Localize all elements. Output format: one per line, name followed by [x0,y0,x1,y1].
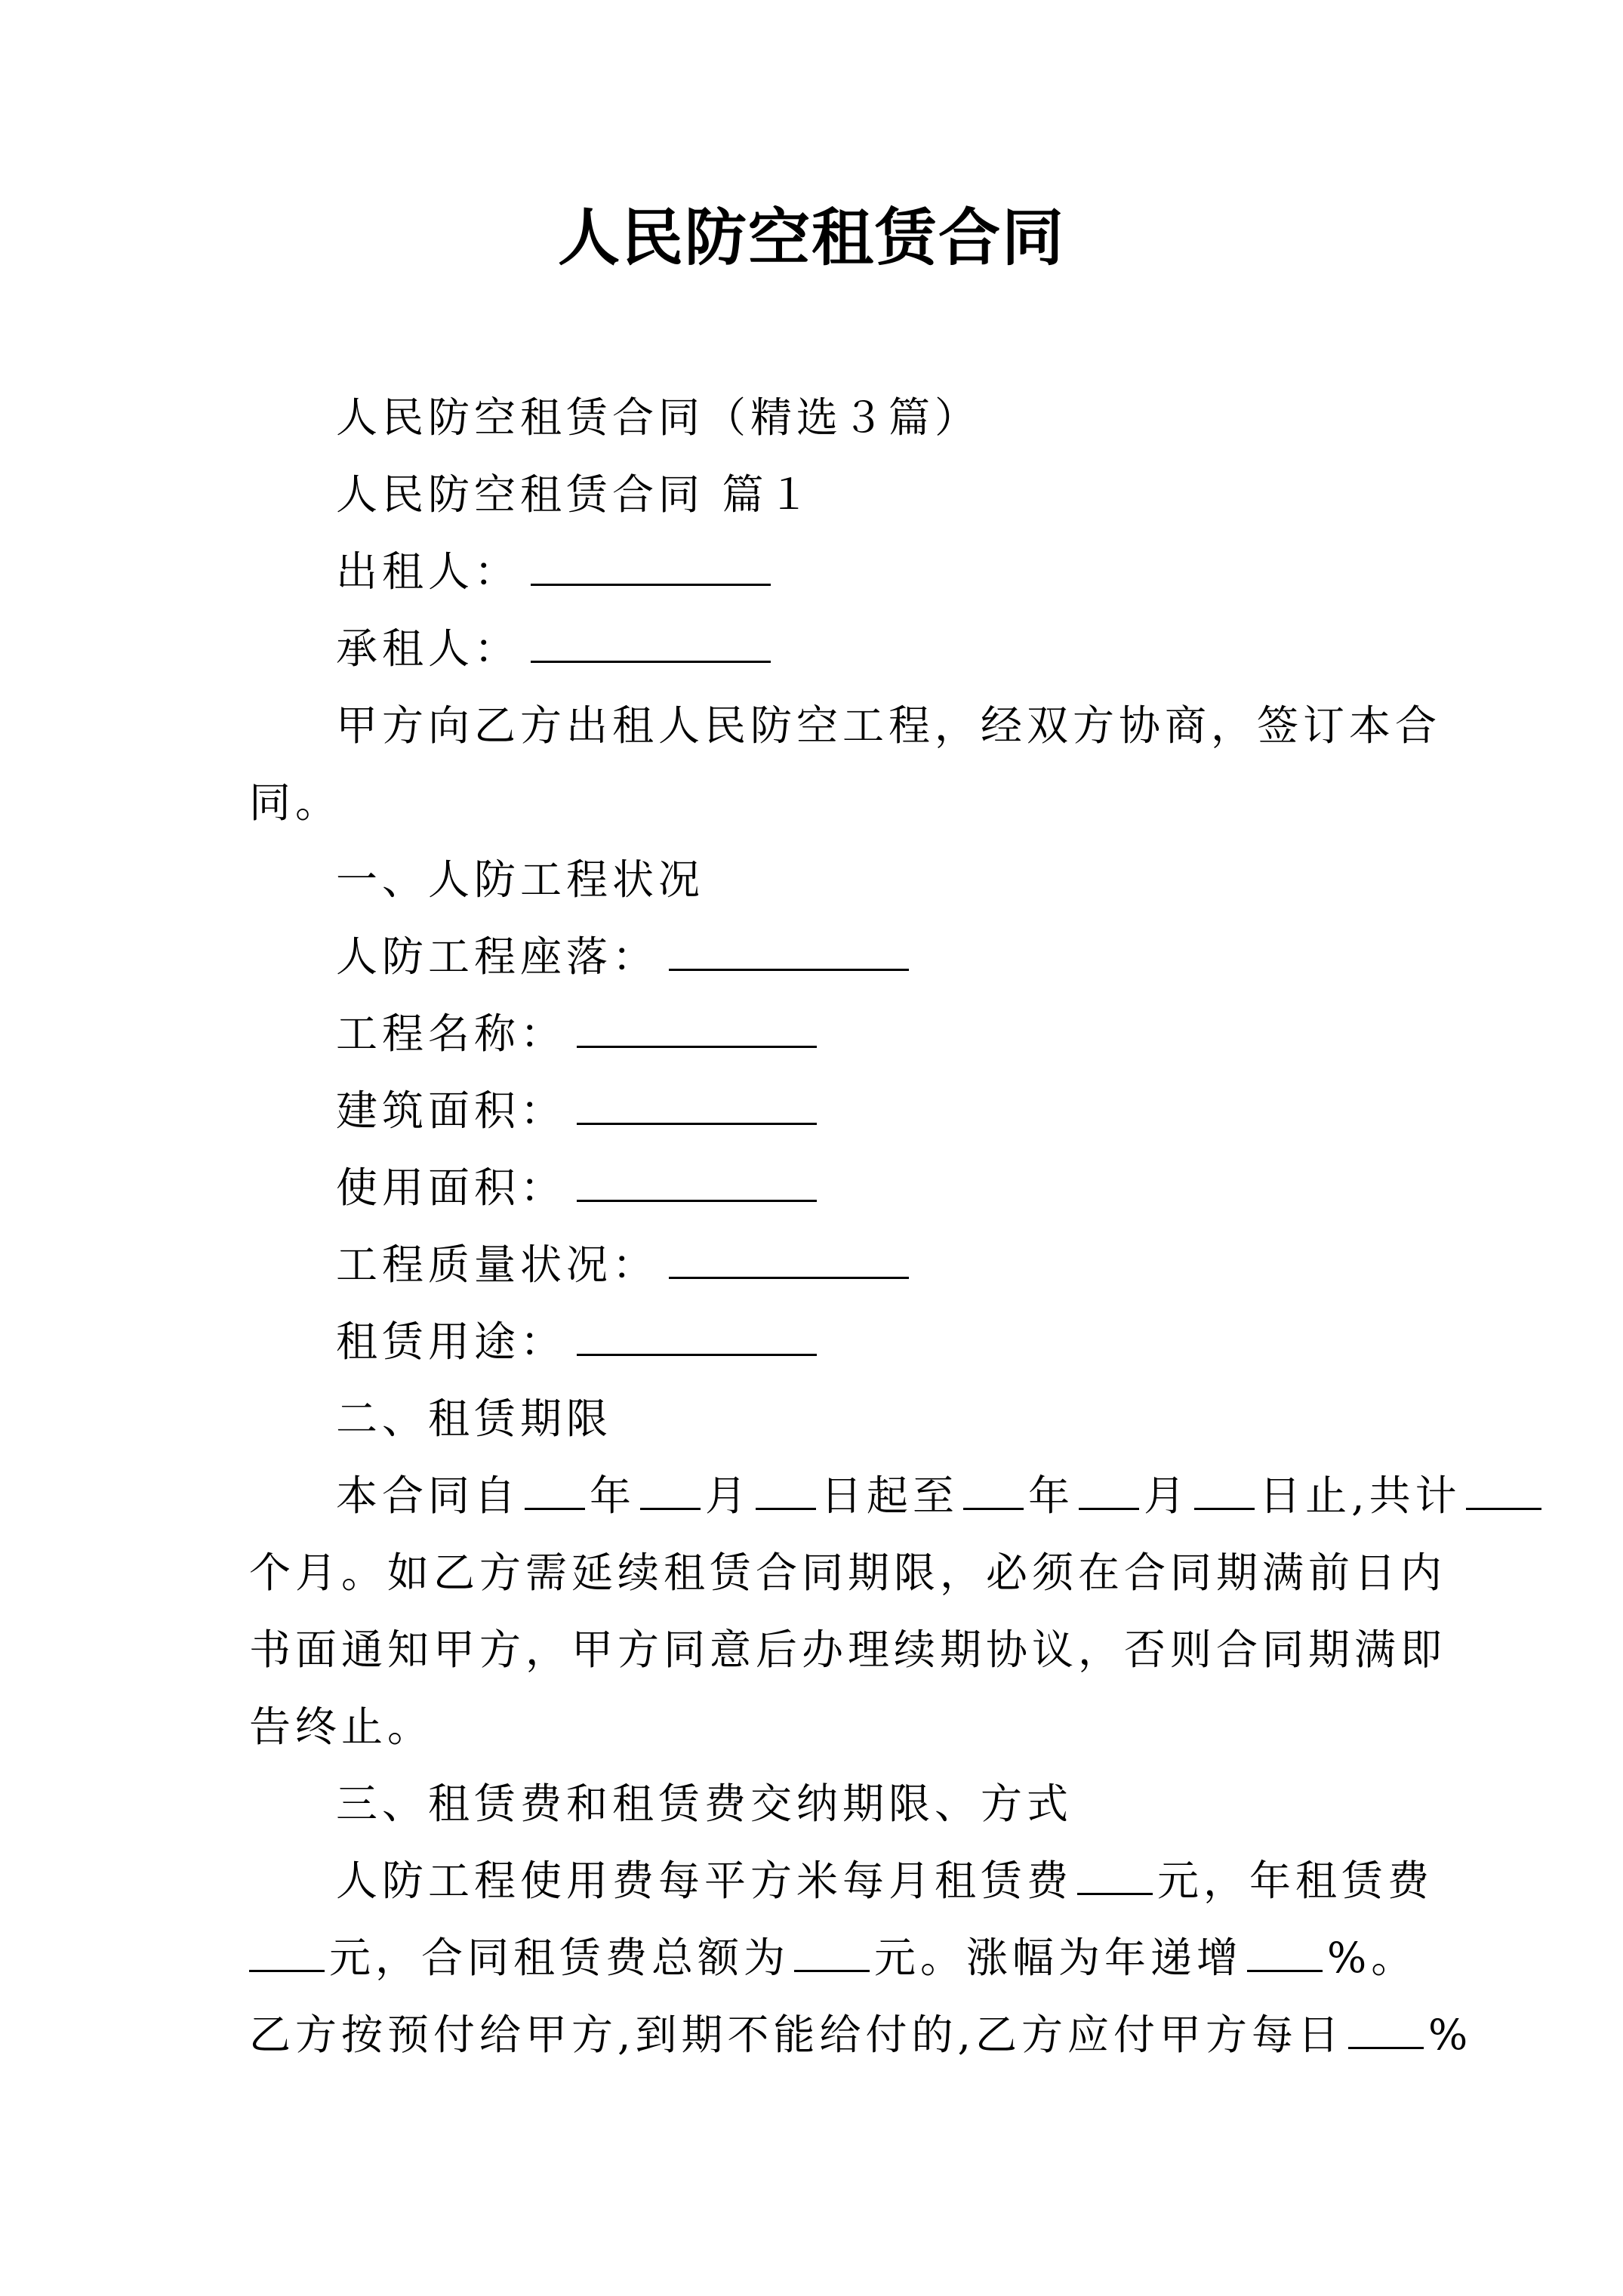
end-month-blank [1079,1472,1139,1510]
fee-text: 元，年租赁费 [1157,1857,1434,1905]
location-label: 人防工程座落： [336,932,659,981]
term-text: 日止,共计 [1259,1472,1461,1520]
fee-text: %。 [1327,1934,1418,1982]
term-text: 月 [705,1472,752,1520]
use-area-label: 使用面积： [336,1163,567,1212]
fee-text: 人防工程使用费每平方米每月租赁费 [336,1857,1073,1905]
fee-text: 元，合同租赁费总额为 [329,1934,790,1982]
total-months-blank [1466,1472,1541,1510]
project-name-blank [577,1009,817,1048]
fee-text: % [1427,2011,1473,2059]
purpose-blank [577,1318,817,1356]
use-area-line [336,1161,817,1214]
location-blank [669,932,909,971]
fee-line-3 [249,2008,1472,2061]
location-line [336,930,909,983]
term-line-1 [336,1469,1546,1522]
build-area-label: 建筑面积： [336,1086,567,1135]
fee-line-2 [249,1931,1417,1984]
term-text: 年 [590,1472,636,1520]
use-area-blank [577,1163,817,1202]
section-2-heading: 二、租赁期限 [336,1395,613,1443]
purpose-line [336,1315,817,1368]
lessor-label: 出租人： [336,547,521,596]
fee-line-1 [336,1854,1434,1907]
lessee-line [336,622,771,675]
term-text: 本合同自 [336,1472,521,1520]
total-fee-blank [794,1934,870,1972]
build-area-blank [577,1086,817,1125]
fee-text: 元。涨幅为年递增 [874,1934,1243,1982]
term-text: 月 [1144,1472,1190,1520]
section-3-heading: 三、租赁费和租赁费交纳期限、方式 [336,1780,1073,1828]
lessor-blank [531,547,771,586]
section-1-heading: 一、人防工程状况 [336,855,705,904]
project-name-label: 工程名称： [336,1009,567,1058]
monthly-fee-blank [1077,1857,1153,1895]
lessor-line [336,545,771,598]
document-title: 人民防空租赁合同 [557,202,1065,274]
intro-line-2: 同。 [249,778,342,827]
subtitle: 人民防空租赁合同（精选３篇） [336,393,981,442]
intro-line-1: 甲方向乙方出租人民防空工程，经双方协商，签订本合 [336,701,1442,750]
end-day-blank [1194,1472,1255,1510]
term-text: 日起至 [821,1472,959,1520]
build-area-line [336,1084,817,1137]
term-line-4: 告终止。 [249,1703,434,1751]
purpose-label: 租赁用途： [336,1318,567,1366]
quality-label: 工程质量状况： [336,1240,659,1289]
term-line-3: 书面通知甲方，甲方同意后办理续期协议，否则合同期满即 [249,1626,1447,1674]
annual-fee-blank [249,1934,325,1972]
term-text: 年 [1028,1472,1075,1520]
increase-rate-blank [1247,1934,1323,1972]
lessee-label: 承租人： [336,624,521,673]
project-name-line [336,1007,817,1060]
start-month-blank [640,1472,701,1510]
end-year-blank [963,1472,1024,1510]
lessee-blank [531,624,771,663]
late-fee-rate-blank [1348,2011,1424,2049]
start-year-blank [525,1472,585,1510]
start-day-blank [756,1472,816,1510]
quality-blank [669,1240,909,1279]
term-line-2: 个月。如乙方需延续租赁合同期限，必须在合同期满前日内 [249,1549,1447,1597]
section-heading: 人民防空租赁合同 篇１ [336,470,815,519]
fee-text: 乙方按预付给甲方,到期不能给付的,乙方应付甲方每日 [249,2011,1344,2059]
quality-line [336,1238,909,1291]
